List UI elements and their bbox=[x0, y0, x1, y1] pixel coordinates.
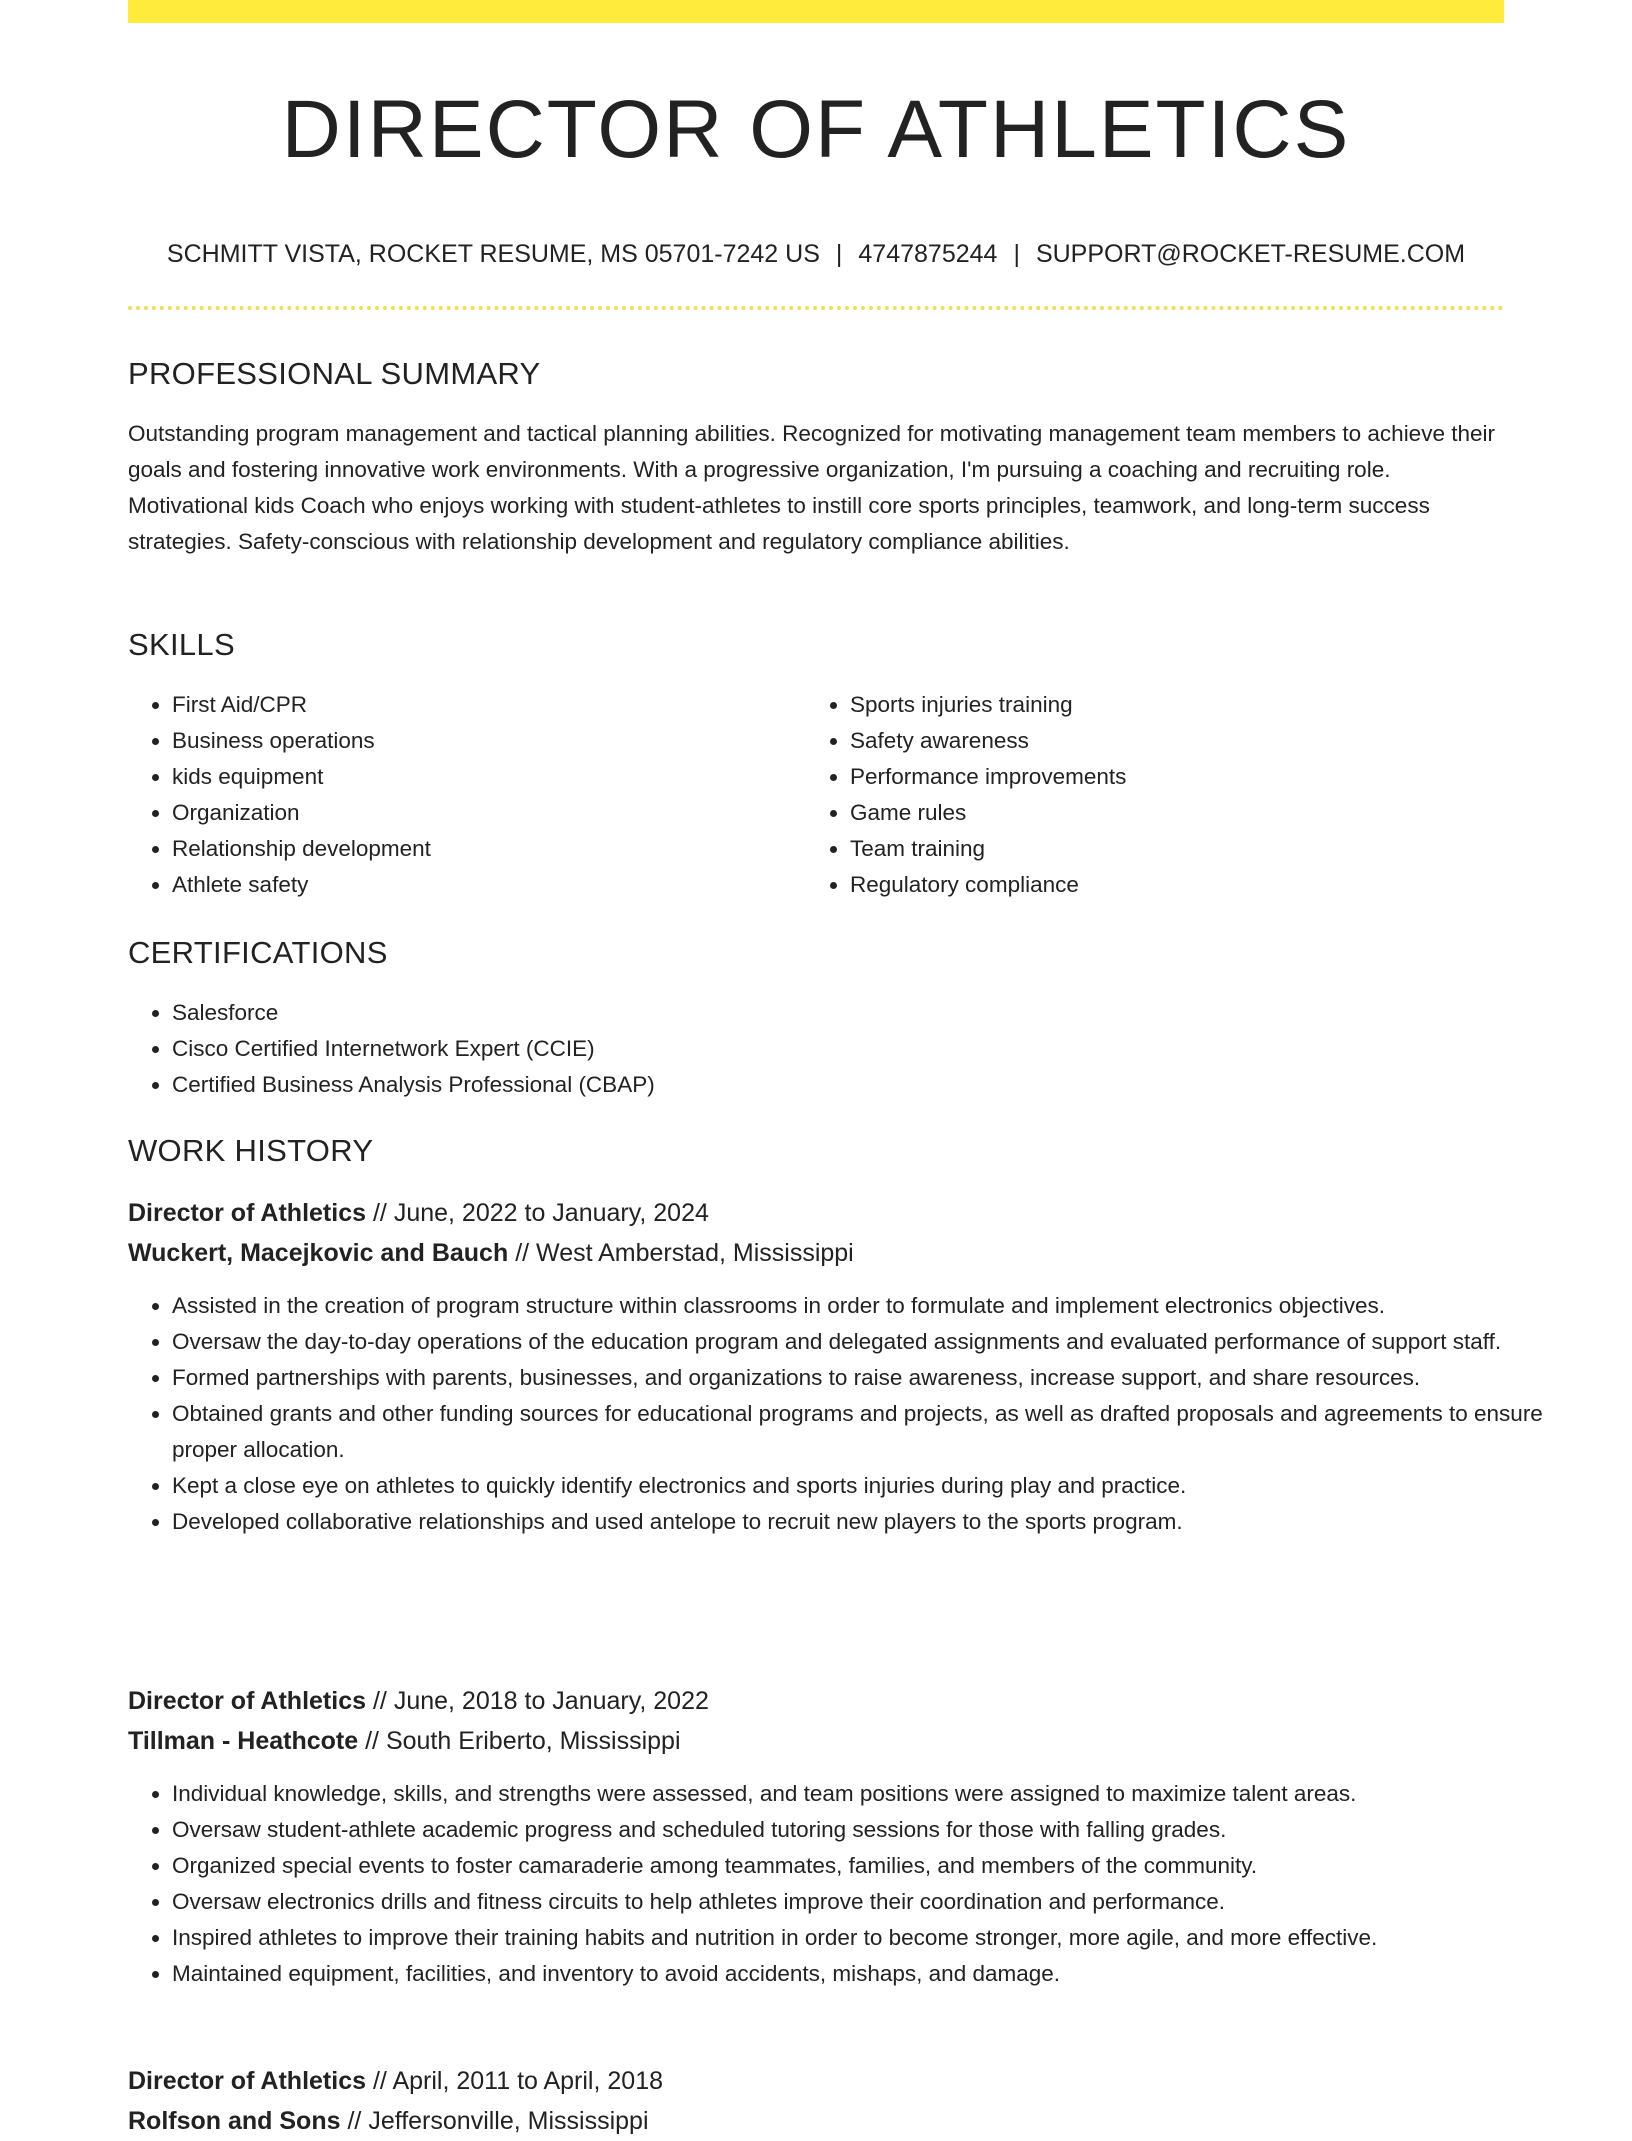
skill-item: • Team training bbox=[850, 831, 1490, 867]
job-company-line bbox=[128, 2101, 1504, 2141]
job-title: Director of Athletics bbox=[128, 1687, 367, 1715]
job-title-line bbox=[128, 2061, 1504, 2101]
skill-item: • kids equipment bbox=[172, 759, 792, 795]
skill-item: • Sports injuries training bbox=[850, 687, 1490, 723]
certifications-list bbox=[128, 995, 1472, 1103]
date-separator: // bbox=[372, 1687, 387, 1715]
skills-list-right bbox=[806, 687, 1490, 903]
job-dates: June, 2022 to January, 2024 bbox=[393, 1199, 709, 1227]
job-dates: April, 2011 to April, 2018 bbox=[392, 2067, 663, 2095]
contact-email[interactable]: SUPPORT@ROCKET-RESUME.COM bbox=[1035, 240, 1466, 268]
job-title-line bbox=[128, 1681, 1504, 1721]
date-separator: // bbox=[372, 2067, 387, 2095]
dotted-divider bbox=[128, 306, 1504, 310]
job-bullet: • Organized special events to foster camaraderie among teammates, families, and members of the community. bbox=[172, 1848, 1548, 1884]
job-bullet: • Individual knowledge, skills, and strengths were assessed, and team positions were assigned to maximize talent areas. bbox=[172, 1776, 1548, 1812]
job-bullet: • Assisted in the creation of program structure within classrooms in order to formulate and implement electronics objectives. bbox=[172, 1288, 1548, 1324]
skill-item: • Organization bbox=[172, 795, 792, 831]
job-bullet: • Oversaw the day-to-day operations of the education program and delegated assignments and evaluated performance of support staff. bbox=[172, 1324, 1548, 1360]
job-title: Director of Athletics bbox=[128, 2067, 367, 2095]
location-separator: // bbox=[515, 1239, 530, 1267]
certification-item: • Cisco Certified Internetwork Expert (CCIE) bbox=[172, 1031, 1472, 1067]
summary-heading: PROFESSIONAL SUMMARY bbox=[128, 356, 541, 391]
skill-item: • Relationship development bbox=[172, 831, 792, 867]
skill-item: • Game rules bbox=[850, 795, 1490, 831]
summary-text: Outstanding program management and tactical planning abilities. Recognized for motivating management team members to achieve their goals and fostering innovative work environments. With a progressive organization, I'm pursuing a coaching and recruiting role. Motivational kids Coach who enjoys working with student-athletes to instill core sports principles, teamwork, and long-term success strategies. Safety-conscious with relationship development and regulatory compliance abilities. bbox=[128, 421, 1495, 554]
page-title: DIRECTOR OF ATHLETICS bbox=[281, 84, 1351, 175]
skills-heading: SKILLS bbox=[128, 627, 235, 662]
skill-item: • Athlete safety bbox=[172, 867, 792, 903]
job-bullet: • Formed partnerships with parents, businesses, and organizations to raise awareness, increase support, and share resources. bbox=[172, 1360, 1548, 1396]
accent-bar bbox=[128, 0, 1504, 23]
job-bullet: • Obtained grants and other funding sources for educational programs and projects, as well as drafted proposals and agreements to ensure proper allocation. bbox=[172, 1396, 1548, 1468]
job-dates: June, 2018 to January, 2022 bbox=[393, 1687, 709, 1715]
job-company: Tillman - Heathcote bbox=[128, 1727, 359, 1755]
skill-item: • Regulatory compliance bbox=[850, 867, 1490, 903]
certifications-heading: CERTIFICATIONS bbox=[128, 935, 388, 970]
job-company: Rolfson and Sons bbox=[128, 2107, 341, 2135]
date-separator: // bbox=[372, 1199, 387, 1227]
job-location: Jeffersonville, Mississippi bbox=[368, 2107, 649, 2135]
location-separator: // bbox=[347, 2107, 362, 2135]
job-bullets bbox=[128, 1288, 1548, 1540]
contact-separator: | bbox=[835, 240, 843, 268]
job-title-line bbox=[128, 1193, 1504, 1233]
job-bullet: • Developed collaborative relationships and used antelope to recruit new players to the sports program. bbox=[172, 1504, 1548, 1540]
job-bullet: • Inspired athletes to improve their training habits and nutrition in order to become stronger, more agile, and more effective. bbox=[172, 1920, 1548, 1956]
contact-phone[interactable]: 4747875244 bbox=[858, 240, 998, 268]
job-title: Director of Athletics bbox=[128, 1199, 367, 1227]
job-bullet: • Oversaw student-athlete academic progress and scheduled tutoring sessions for those with falling grades. bbox=[172, 1812, 1548, 1848]
skill-item: • Performance improvements bbox=[850, 759, 1490, 795]
skill-item: • Safety awareness bbox=[850, 723, 1490, 759]
job-location: West Amberstad, Mississippi bbox=[536, 1239, 854, 1267]
job-company-line bbox=[128, 1721, 1504, 1761]
job-bullet: • Maintained equipment, facilities, and inventory to avoid accidents, mishaps, and damage. bbox=[172, 1956, 1548, 1992]
contact-address: SCHMITT VISTA, ROCKET RESUME, MS 05701-7242 US bbox=[166, 240, 820, 268]
location-separator: // bbox=[365, 1727, 379, 1755]
certification-item: • Certified Business Analysis Professional (CBAP) bbox=[172, 1067, 1472, 1103]
job-company: Wuckert, Macejkovic and Bauch bbox=[128, 1239, 509, 1267]
certification-item: • Salesforce bbox=[172, 995, 1472, 1031]
contact-line bbox=[128, 236, 1504, 272]
job-company-line bbox=[128, 1233, 1504, 1273]
skill-item: • First Aid/CPR bbox=[172, 687, 792, 723]
job-bullets bbox=[128, 1776, 1548, 1992]
skill-item: • Business operations bbox=[172, 723, 792, 759]
job-bullet: • Kept a close eye on athletes to quickly identify electronics and sports injuries during play and practice. bbox=[172, 1468, 1548, 1504]
job-location: South Eriberto, Mississippi bbox=[385, 1727, 681, 1755]
work-history-heading: WORK HISTORY bbox=[128, 1133, 374, 1168]
skills-list-left bbox=[128, 687, 792, 903]
job-bullet: • Oversaw electronics drills and fitness circuits to help athletes improve their coordination and performance. bbox=[172, 1884, 1548, 1920]
contact-separator: | bbox=[1013, 240, 1020, 268]
